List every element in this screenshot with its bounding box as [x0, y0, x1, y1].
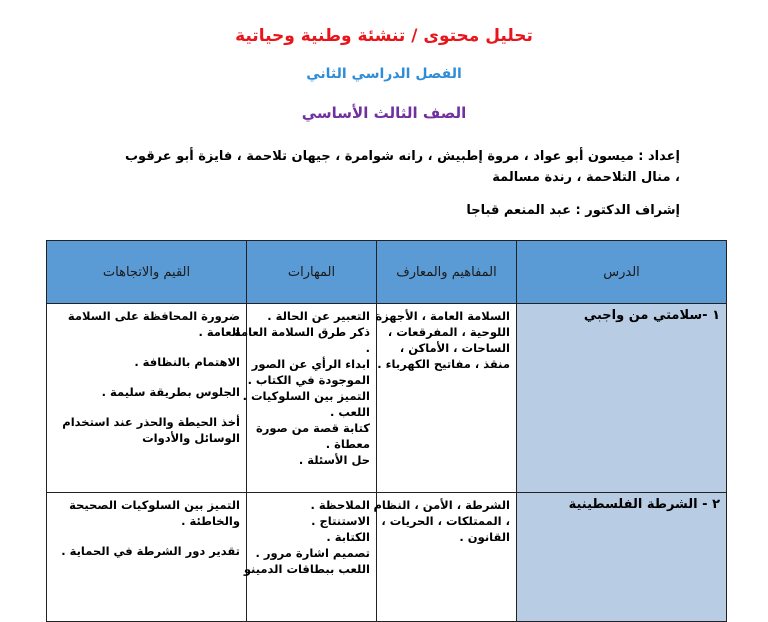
lesson-cell: ٢ - الشرطة الفلسطينية [517, 493, 727, 622]
cell-text-line: الجلوس بطريقة سليمة . [101, 385, 240, 399]
cell-text-line: تقدير دور الشرطة في الحماية . [61, 544, 240, 558]
prepared-by [80, 146, 680, 188]
column-header-values: القيم والاتجاهات [47, 241, 247, 304]
concepts-cell [377, 304, 517, 493]
cell-text-line: كتابة قصة من صورة [255, 421, 370, 435]
supervision-line: إشراف الدكتور : عبد المنعم قباجا [466, 203, 680, 218]
cell-text-line: الوسائل والأدوات [142, 431, 240, 445]
cell-text-line: تصميم اشارة مرور . [255, 546, 370, 560]
cell-text-line: الشرطة ، الأمن ، النظام [373, 498, 510, 512]
cell-text-line: الملاحظة . [310, 498, 370, 512]
cell-text-line: اللعب . [330, 405, 370, 419]
cell-text-line: الاهتمام بالنظافة . [134, 355, 240, 369]
cell-text-line: ابداء الرأي عن الصور [251, 357, 370, 371]
cell-text-line: ، الممتلكات ، الحريات ، [381, 514, 510, 528]
table-row [47, 493, 727, 622]
cell-text-line: اللوحية ، المفرقعات ، [387, 325, 510, 339]
cell-text-line: السلامة العامة ، الأجهزة [375, 309, 510, 323]
lesson-cell: ١ -سلامتي من واجبي [517, 304, 727, 493]
column-header-lesson: الدرس [517, 241, 727, 304]
cell-text-line: . [365, 341, 370, 355]
values-cell [47, 304, 247, 493]
grade-heading: الصف الثالث الأساسي [301, 104, 467, 122]
column-header-concepts: المفاهيم والمعارف [377, 241, 517, 304]
cell-text-line: القانون . [459, 530, 510, 544]
cell-text-line: التعبير عن الحالة . [267, 309, 370, 323]
semester-heading: الفصل الدراسي الثاني [306, 66, 462, 82]
table-row [47, 304, 727, 493]
cell-text-line: التميز بين السلوكيات . [242, 389, 370, 403]
cell-text-line: معطاة . [325, 437, 370, 451]
cell-spacer [53, 400, 240, 414]
cell-text-line: الساحات ، الأماكن ، [399, 341, 510, 355]
cell-text-line: حل الأسئلة . [298, 453, 370, 467]
concepts-cell [373, 493, 517, 622]
cell-text-line: العامة . [198, 325, 240, 339]
cell-spacer [53, 529, 240, 543]
cell-text-line: والخاطئة . [181, 514, 240, 528]
cell-text-line: الاستنتاج . [311, 514, 370, 528]
prepared-by-line2: ، منال التلاحمة ، رندة مسالمة [492, 170, 680, 185]
cell-text-line: ضرورة المحافظة على السلامة [67, 309, 240, 323]
cell-spacer [53, 370, 240, 384]
cell-text-line: الموجودة في الكتاب . [247, 373, 370, 387]
cell-text-line: ذكر طرق السلامة العامة [234, 325, 370, 339]
skills-cell [234, 304, 377, 493]
cell-text-line: أخذ الحيطة والحذر عند استخدام [62, 415, 240, 429]
content-analysis-table [46, 240, 727, 622]
cell-text-line: منقذ ، مفاتيح الكهرباء . [377, 357, 510, 371]
values-cell [47, 493, 247, 622]
cell-spacer [53, 340, 240, 354]
table-header-row [47, 241, 727, 304]
prepared-by-line1: إعداد : ميسون أبو عواد ، مروة إطبيش ، رانه شوامرة ، جيهان تلاحمة ، فايزة أبو عرقوب [124, 149, 680, 164]
cell-text-line: الكتابة . [326, 530, 370, 544]
cell-text-line: اللعب ببطاقات الدمينو [243, 562, 370, 576]
cell-text-line: التميز بين السلوكيات الصحيحة [69, 498, 240, 512]
column-header-skills: المهارات [247, 241, 377, 304]
skills-cell [243, 493, 377, 622]
document-title: تحليل محتوى / تنشئة وطنية وحياتية [235, 26, 533, 46]
